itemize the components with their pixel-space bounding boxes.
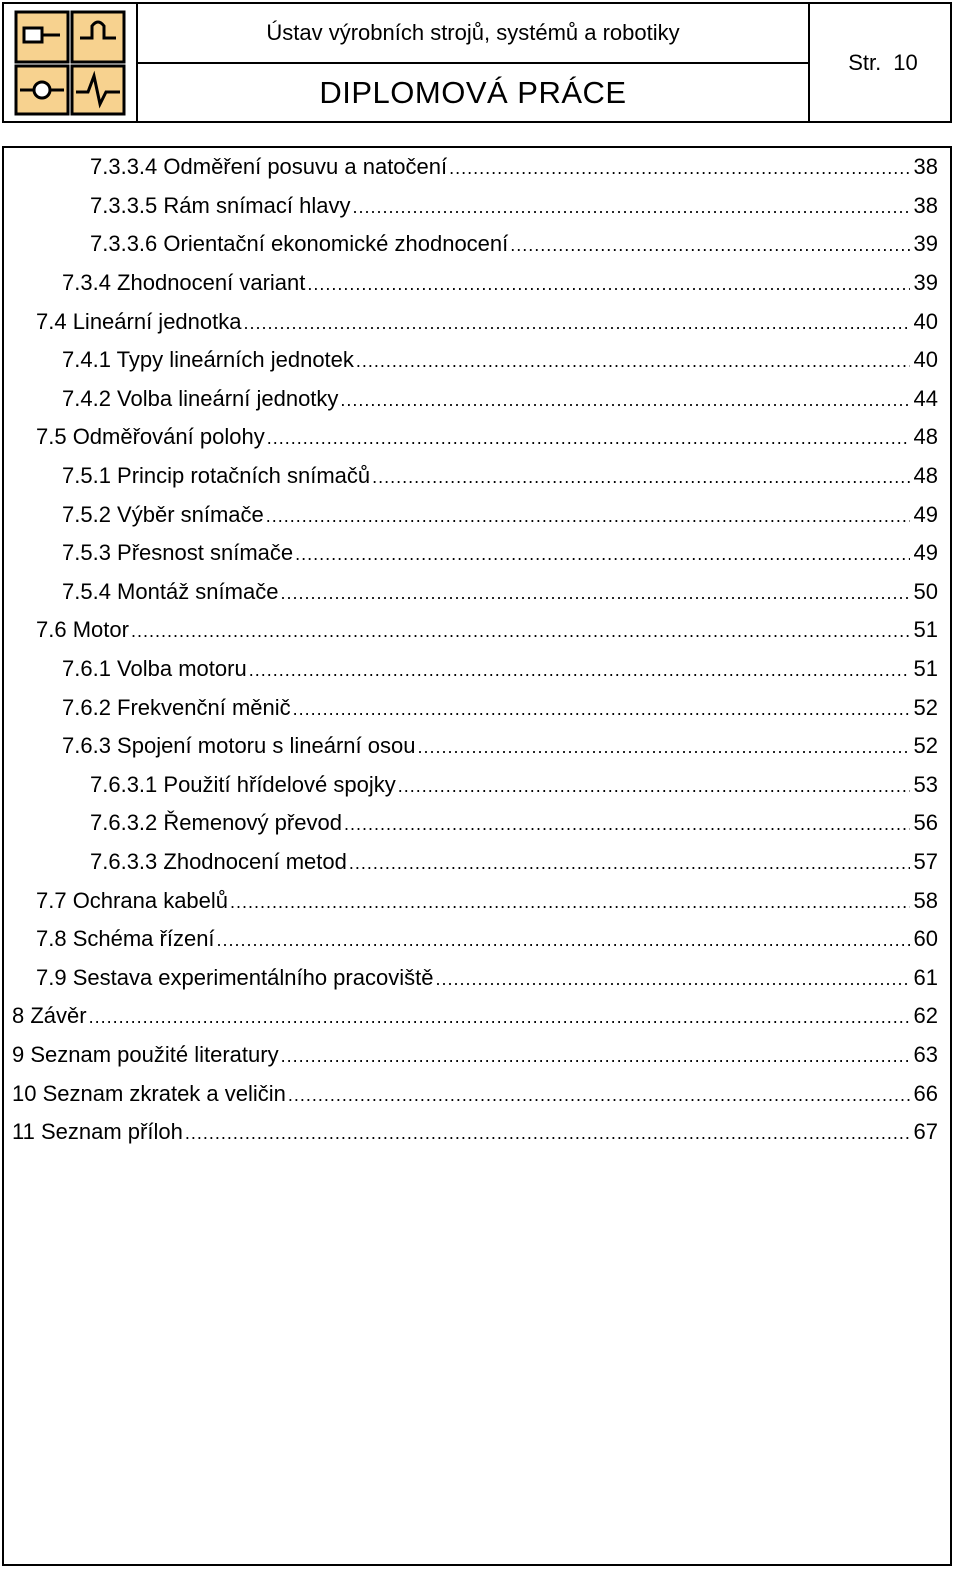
title-block [138, 4, 810, 121]
toc-entry-page: 51 [913, 656, 938, 682]
toc-entry-page: 48 [913, 463, 938, 489]
toc-entry-label: 7.3.3.5 Rám snímací hlavy [90, 192, 351, 218]
toc-entry[interactable] [12, 804, 938, 843]
toc-entry-page: 40 [913, 347, 938, 373]
toc-entry-label: 7.9 Sestava experimentálního pracoviště [36, 964, 434, 990]
toc-entry[interactable] [12, 650, 938, 689]
toc-entry-label: 7.6.3.3 Zhodnocení metod [90, 848, 347, 874]
institute-logo-icon [12, 8, 128, 118]
toc-dot-leader [356, 351, 910, 372]
toc-entry-label: 7.6.2 Frekvenční měnič [62, 694, 291, 720]
toc-entry-label: 7.6.3.2 Řemenový převod [90, 810, 342, 836]
toc-entry[interactable] [12, 1036, 938, 1075]
toc-entry[interactable] [12, 225, 938, 264]
thesis-type: DIPLOMOVÁ PRÁCE [319, 74, 627, 110]
toc-entry-label: 7.3.4 Zhodnocení variant [62, 270, 306, 296]
toc-entry[interactable] [12, 573, 938, 612]
page-number-box [810, 4, 950, 121]
toc-entry[interactable] [12, 1113, 938, 1152]
toc-entry-label: 8 Závěr [12, 1003, 87, 1029]
toc-entry-page: 60 [913, 926, 938, 952]
toc-entry-label: 7.4 Lineární jednotka [36, 308, 242, 334]
toc-entry-line [90, 231, 910, 257]
toc-entry-line [36, 965, 910, 991]
toc-entry[interactable] [12, 611, 938, 650]
toc-entry[interactable] [12, 148, 938, 187]
table-of-contents [12, 148, 938, 1151]
toc-entry-line [36, 424, 910, 450]
toc-dot-leader [280, 583, 909, 604]
toc-entry-label: 7.6.1 Volba motoru [62, 656, 247, 682]
toc-entry-line [62, 502, 910, 528]
toc-dot-leader [449, 158, 909, 179]
toc-entry-page: 56 [913, 810, 938, 836]
toc-entry[interactable] [12, 457, 938, 496]
toc-entry-line [12, 1119, 910, 1145]
toc-entry-line [36, 888, 910, 914]
toc-entry[interactable] [12, 1074, 938, 1113]
toc-entry-label: 7.5.4 Montáž snímače [62, 578, 279, 604]
toc-entry-label: 11 Seznam příloh [12, 1119, 183, 1145]
toc-entry-line [62, 540, 910, 566]
toc-entry-label: 7.7 Ochrana kabelů [36, 887, 229, 913]
toc-entry-page: 61 [913, 964, 938, 990]
toc-entry[interactable] [12, 920, 938, 959]
toc-entry-label: 7.5 Odměřování polohy [36, 424, 265, 450]
toc-entry-page: 49 [913, 501, 938, 527]
toc-entry-page: 53 [913, 771, 938, 797]
toc-dot-leader [281, 1046, 910, 1067]
toc-entry-line [12, 1081, 910, 1107]
toc-entry-page: 63 [913, 1041, 938, 1067]
toc-entry[interactable] [12, 881, 938, 920]
toc-entry-label: 7.4.1 Typy lineárních jednotek [62, 347, 354, 373]
toc-entry-page: 44 [913, 385, 938, 411]
toc-dot-leader [244, 313, 910, 334]
toc-dot-leader [352, 197, 909, 218]
toc-entry[interactable] [12, 302, 938, 341]
page-number: 10 [893, 49, 918, 75]
toc-dot-leader [417, 737, 909, 758]
toc-entry-page: 51 [913, 617, 938, 643]
toc-dot-leader [344, 814, 910, 835]
toc-dot-leader [293, 699, 910, 720]
toc-dot-leader [307, 274, 909, 295]
toc-entry-label: 7.6 Motor [36, 617, 129, 643]
toc-entry-line [12, 1003, 910, 1029]
toc-entry-page: 52 [913, 694, 938, 720]
toc-entry-label: 7.8 Schéma řízení [36, 926, 215, 952]
toc-entry-label: 7.5.1 Princip rotačních snímačů [62, 463, 371, 489]
toc-entry-label: 7.4.2 Volba lineární jednotky [62, 385, 339, 411]
toc-dot-leader [131, 621, 910, 642]
toc-entry-page: 48 [913, 424, 938, 450]
toc-entry-page: 38 [913, 192, 938, 218]
toc-entry-label: 7.5.3 Přesnost snímače [62, 540, 294, 566]
toc-entry-label: 7.6.3.1 Použití hřídelové spojky [90, 771, 396, 797]
toc-dot-leader [435, 969, 909, 990]
toc-entry-line [62, 463, 910, 489]
toc-entry[interactable] [12, 341, 938, 380]
toc-entry-page: 40 [913, 308, 938, 334]
toc-dot-leader [185, 1123, 910, 1144]
toc-dot-leader [295, 544, 909, 565]
toc-entry-page: 67 [913, 1119, 938, 1145]
toc-entry-page: 38 [913, 154, 938, 180]
toc-dot-leader [340, 390, 909, 411]
toc-entry-line [36, 309, 910, 335]
toc-entry-page: 57 [913, 848, 938, 874]
institute-name: Ústav výrobních strojů, systémů a robotiky [138, 4, 808, 64]
toc-entry-page: 52 [913, 733, 938, 759]
toc-entry-label: 7.3.3.4 Odměření posuvu a natočení [90, 154, 448, 180]
page-header [2, 2, 952, 123]
toc-entry-line [12, 1042, 910, 1068]
toc-entry[interactable] [12, 958, 938, 997]
toc-entry-label: 9 Seznam použité literatury [12, 1041, 279, 1067]
toc-dot-leader [288, 1085, 910, 1106]
toc-entry-label: 7.3.3.6 Orientační ekonomické zhodnocení [90, 231, 509, 257]
toc-entry-line [36, 926, 910, 952]
toc-entry-label: 7.6.3 Spojení motoru s lineární osou [62, 733, 416, 759]
institute-logo [4, 4, 138, 121]
toc-entry-line [90, 810, 910, 836]
toc-dot-leader [372, 467, 909, 488]
toc-dot-leader [249, 660, 910, 681]
toc-dot-leader [510, 235, 909, 256]
toc-dot-leader [266, 506, 910, 527]
toc-entry-line [36, 617, 910, 643]
toc-entry-page: 58 [913, 887, 938, 913]
toc-entry-line [62, 270, 910, 296]
toc-entry[interactable] [12, 495, 938, 534]
toc-dot-leader [349, 853, 910, 874]
toc-dot-leader [267, 428, 910, 449]
toc-entry[interactable] [12, 688, 938, 727]
toc-entry[interactable] [12, 766, 938, 805]
toc-entry-page: 39 [913, 231, 938, 257]
toc-entry-line [90, 849, 910, 875]
toc-entry-line [62, 579, 910, 605]
toc-entry[interactable] [12, 187, 938, 226]
toc-entry-page: 62 [913, 1003, 938, 1029]
toc-entry-page: 49 [913, 540, 938, 566]
toc-entry-line [62, 656, 910, 682]
toc-dot-leader [217, 930, 910, 951]
toc-entry-line [90, 154, 910, 180]
toc-entry[interactable] [12, 534, 938, 573]
toc-entry[interactable] [12, 418, 938, 457]
toc-entry[interactable] [12, 264, 938, 303]
toc-entry[interactable] [12, 997, 938, 1036]
toc-dot-leader [89, 1007, 910, 1028]
toc-entry-line [62, 347, 910, 373]
toc-entry-line [90, 193, 910, 219]
toc-entry-line [90, 772, 910, 798]
toc-entry[interactable] [12, 843, 938, 882]
toc-entry-line [62, 733, 910, 759]
toc-entry-label: 10 Seznam zkratek a veličin [12, 1080, 286, 1106]
toc-entry-label: 7.5.2 Výběr snímače [62, 501, 264, 527]
toc-dot-leader [230, 892, 909, 913]
page-label: Str. [848, 49, 882, 75]
toc-entry-line [62, 386, 910, 412]
toc-dot-leader [398, 776, 910, 797]
toc-entry[interactable] [12, 727, 938, 766]
toc-entry[interactable] [12, 380, 938, 419]
toc-entry-page: 39 [913, 270, 938, 296]
toc-entry-line [62, 695, 910, 721]
toc-entry-page: 50 [913, 578, 938, 604]
toc-entry-page: 66 [913, 1080, 938, 1106]
